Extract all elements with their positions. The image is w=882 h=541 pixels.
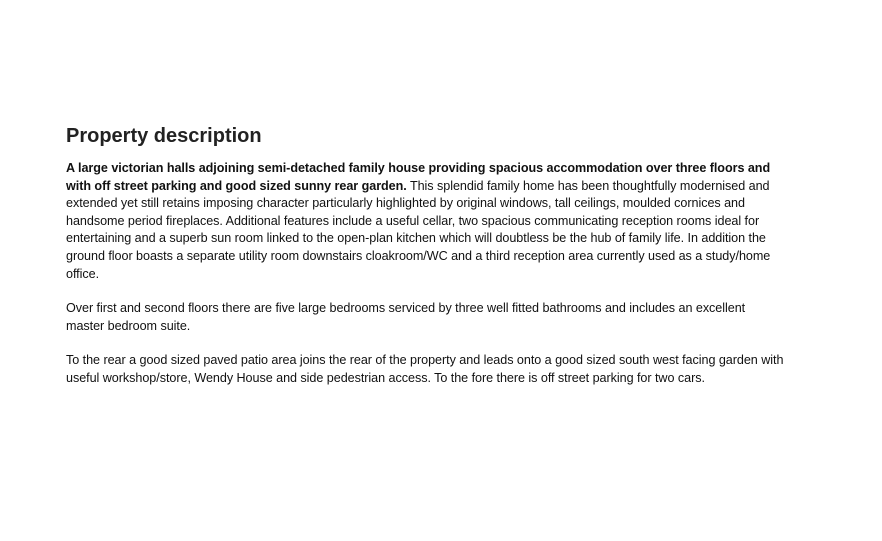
paragraph-intro-body: This splendid family home has been thoughtfully modernised and extended yet still retains imposing character particularly highlighted by original windows, tall ceilings, moulded cornices and handsome period fireplaces. Additional features include a useful cellar, two spacious communicating reception rooms ideal for entertaining and a superb sun room linked to the open-plan kitchen which will doubtless be the hub of family life. In addition the ground floor boasts a separate utility room downstairs cloakroom/WC and a third reception area currently used as a study/home office. — [66, 178, 771, 281]
paragraph-intro-lead: A large victorian halls adjoining semi-detached family house providing spacious accommodation over three floors and with off street parking and good sized sunny rear garden. — [66, 161, 771, 193]
property-description-section — [66, 124, 786, 405]
section-title: Property description — [66, 125, 262, 147]
paragraph-bedrooms: Over first and second floors there are five large bedrooms serviced by three well fitted bathrooms and includes an excellent master bedroom suite. — [66, 301, 746, 333]
paragraph-garden: To the rear a good sized paved patio area joins the rear of the property and leads onto a good sized south west facing garden with useful workshop/store, Wendy House and side pedestrian access. To the fore there is off street parking for two cars. — [66, 353, 784, 385]
paragraph-intro — [66, 160, 786, 283]
